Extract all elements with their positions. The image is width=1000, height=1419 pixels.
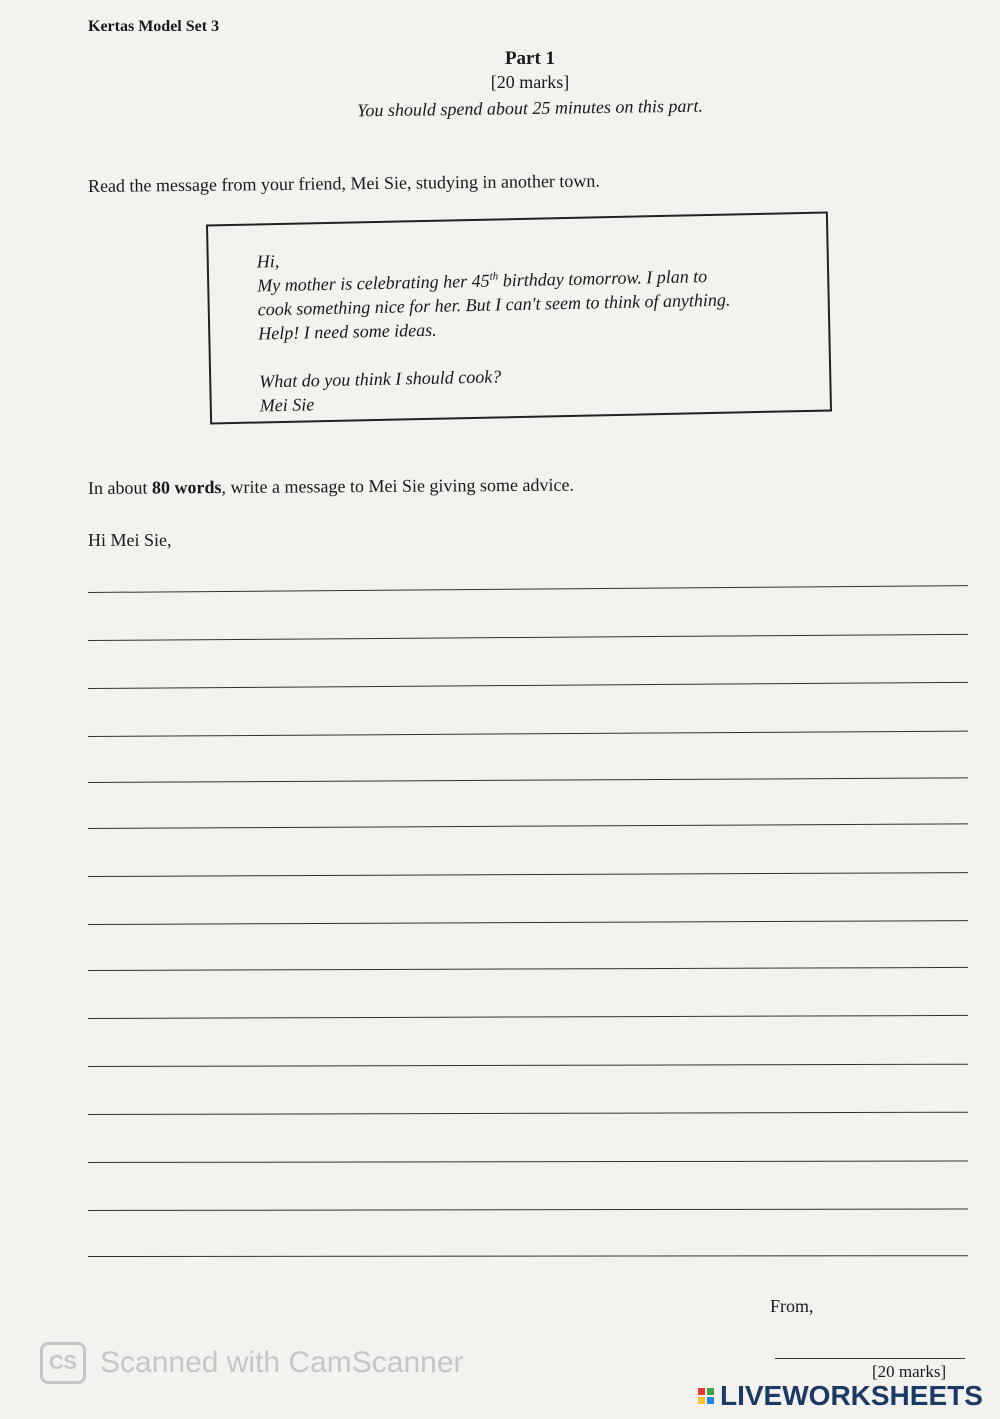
answer-line[interactable] (88, 777, 968, 783)
camscanner-watermark (40, 1342, 464, 1384)
answer-line[interactable] (88, 872, 968, 877)
answer-line[interactable] (88, 731, 968, 737)
answer-line[interactable] (88, 634, 968, 641)
watermark-text: Scanned with CamScanner (100, 1346, 464, 1379)
from-label: From, (770, 1296, 814, 1316)
answer-line[interactable] (88, 1015, 968, 1019)
answer-line[interactable] (88, 967, 968, 971)
message-question: What do you think I should cook? (259, 366, 502, 392)
liveworksheets-brand[interactable] (698, 1380, 983, 1412)
message-line-3: Help! I need some ideas. (258, 319, 437, 344)
answer-line[interactable] (88, 1160, 968, 1163)
friend-message-box (206, 212, 832, 425)
part-instruction: You should spend about 25 minutes on this part. (356, 95, 704, 121)
answer-line[interactable] (88, 1112, 968, 1115)
answer-line[interactable] (88, 585, 968, 593)
liveworksheets-icon (698, 1388, 714, 1404)
logo-square (698, 1397, 705, 1404)
camscanner-logo-icon: CS (40, 1342, 86, 1384)
task-instruction: In about 80 words, write a message to Mei Sie giving some advice. (87, 474, 574, 498)
message-line-2: cook something nice for her. But I can't seem to think of anything. (257, 289, 731, 320)
part-marks: [20 marks] (490, 72, 570, 92)
signature-line[interactable] (775, 1358, 965, 1359)
message-line-1: My mother is celebrating her 45th birthday tomorrow. I plan to (257, 266, 708, 296)
answer-line[interactable] (88, 823, 968, 829)
message-signoff: Mei Sie (259, 394, 315, 416)
answer-line[interactable] (88, 920, 968, 925)
logo-square (698, 1388, 705, 1395)
reply-salutation: Hi Mei Sie, (88, 530, 172, 550)
intro-text: Read the message from your friend, Mei Sie, studying in another town. (87, 170, 600, 196)
answer-line[interactable] (88, 1208, 968, 1211)
end-marks: [20 marks] (872, 1362, 947, 1381)
answer-line[interactable] (88, 1064, 968, 1067)
brand-name: LIVEWORKSHEETS (720, 1380, 983, 1411)
part-title: Part 1 (504, 48, 556, 69)
message-greeting: Hi, (256, 251, 280, 272)
answer-line[interactable] (88, 682, 968, 689)
answer-line[interactable] (88, 1255, 968, 1257)
logo-square (707, 1388, 714, 1395)
set-label: Kertas Model Set 3 (88, 18, 220, 35)
logo-square (707, 1397, 714, 1404)
